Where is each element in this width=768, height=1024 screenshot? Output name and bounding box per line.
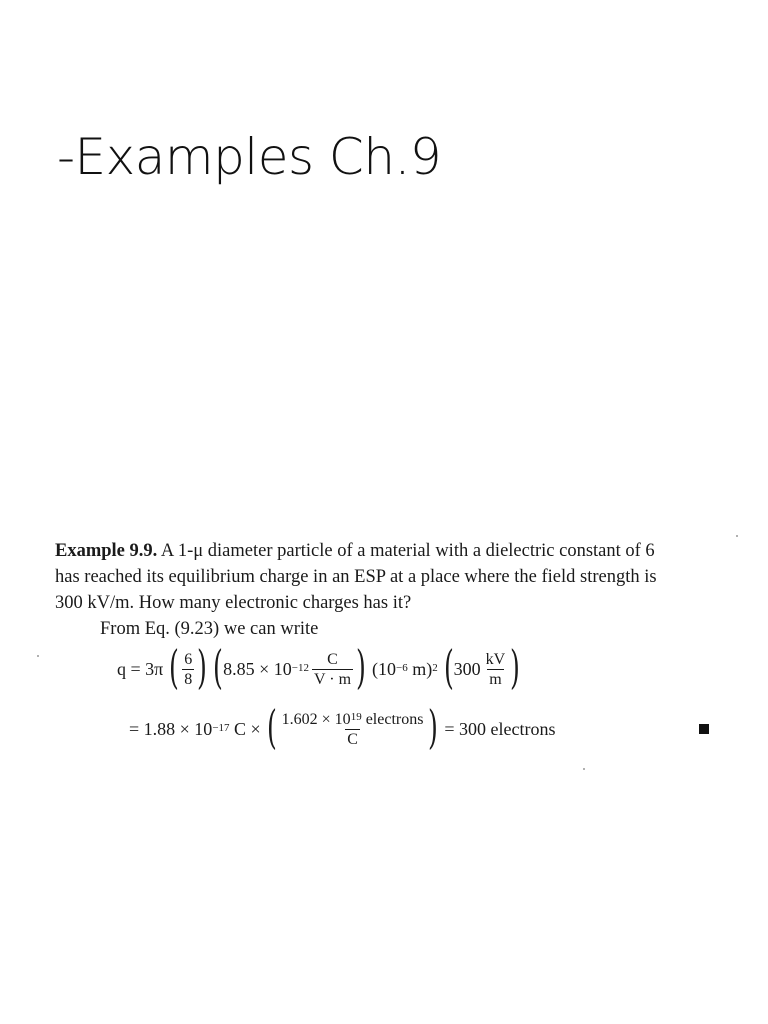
permittivity-term: $8.85 \times 10^{-12}$ [223,659,309,679]
fraction-electrons-per-coulomb [280,710,426,749]
problem-line-3: 300 kV/m. How many electronic charges has it? [55,593,412,613]
right-paren-icon: ) [356,640,366,694]
eq2-lhs: = $1.88 \times 10^{-17}$ C × [129,719,261,739]
fraction-numerator: 6 [184,650,193,668]
fraction-numerator: $1.602 \times 10^{19}$ electrons [281,710,424,728]
scan-speck-icon [37,655,39,657]
left-paren-icon: ( [266,700,277,754]
solution-intro: From Eq. (9.23) we can write [100,619,319,639]
problem-line-1 [55,538,725,564]
problem-line-2: has reached its equilibrium charge in an ESP at a place where the field strength is [55,567,657,587]
example-label: Example 9.9. [55,541,158,561]
left-paren-icon: ( [169,640,180,694]
fraction-units [312,650,353,689]
equation-charge [117,640,521,694]
diameter-term: ($10^{-6}$ m)$^2$ [371,659,438,679]
right-paren-icon: ) [428,700,439,754]
fraction-denominator: m [489,670,502,688]
scan-speck-icon [583,768,585,770]
fraction-numerator: C [327,650,338,668]
textbook-excerpt [55,538,725,754]
eq2-result: = 300 electrons [444,719,556,739]
fraction-denominator: V · m [313,670,352,688]
eq1-lhs: q = 3π [117,659,164,679]
left-paren-icon: ( [213,640,224,694]
fraction-denominator: 8 [184,670,193,688]
end-of-example-square-icon [699,724,709,734]
equation-electrons [129,700,556,754]
fraction-dielectric [182,650,194,689]
problem-text-1: A 1-μ diameter particle of a material with a dielectric constant of 6 [160,541,655,561]
slide-title: -Examples Ch.9 [57,128,442,186]
field-strength-value: 300 [453,659,481,679]
fraction-denominator: C [347,730,358,748]
fraction-field-units [484,650,508,689]
right-paren-icon: ) [197,640,208,694]
scan-speck-icon [736,535,738,537]
fraction-numerator: kV [485,650,506,668]
left-paren-icon: ( [443,640,454,694]
right-paren-icon: ) [510,640,521,694]
